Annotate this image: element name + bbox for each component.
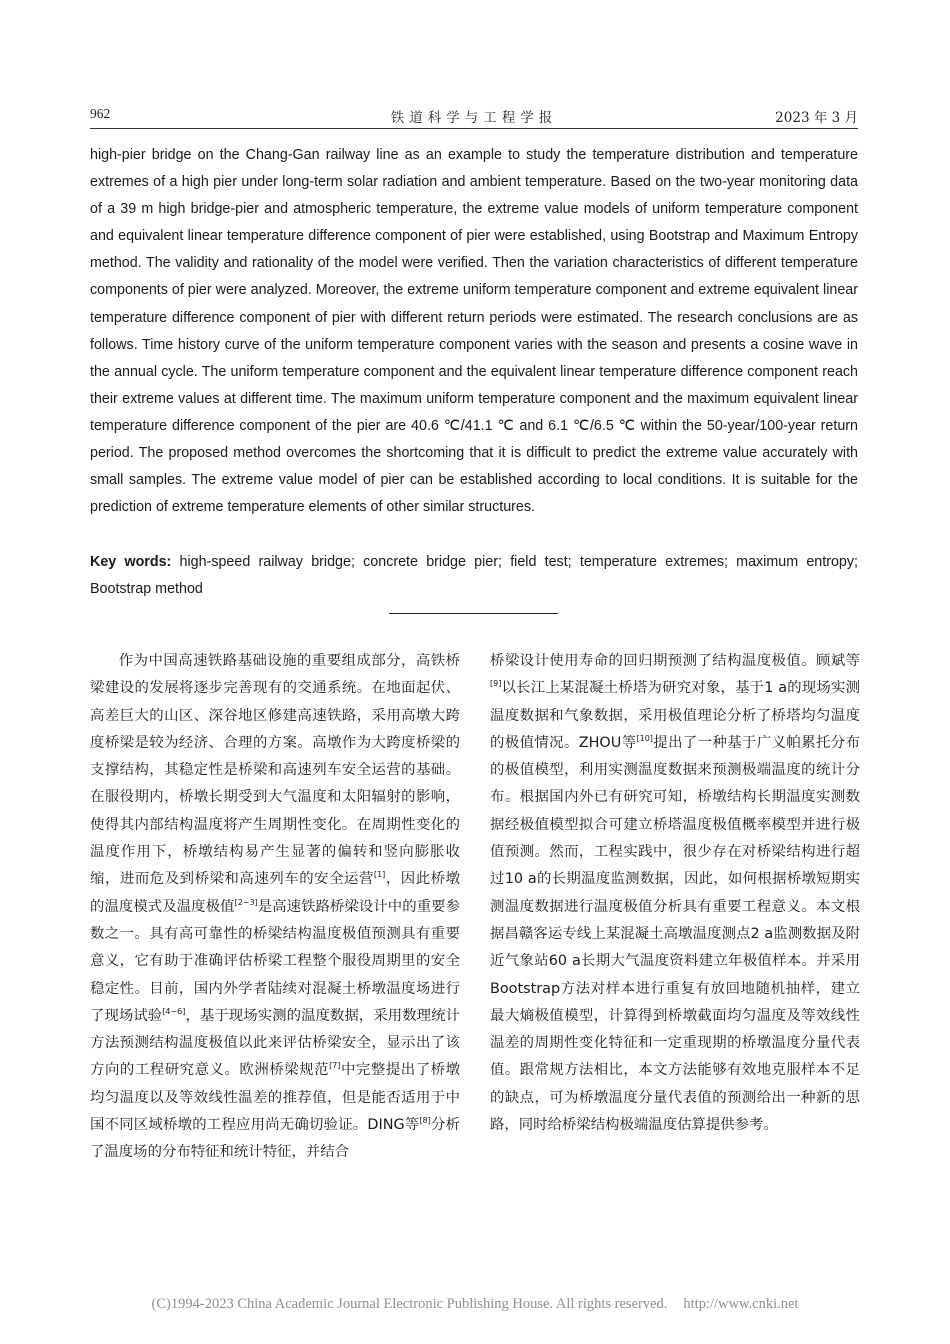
- citation: [9]: [490, 679, 502, 689]
- cnki-url: http://www.cnki.net: [683, 1296, 799, 1312]
- keywords-text: high-speed railway bridge; concrete bridge pier; field test; temperature extremes; maximum entropy; Bootstrap method: [90, 554, 858, 598]
- intro-paragraph-1: [90, 648, 460, 1167]
- text-run: ，因此桥墩的温度模式及温度极值: [90, 871, 460, 915]
- citation: [10]: [636, 733, 653, 743]
- cnki-watermark: [0, 1296, 950, 1313]
- abstract-text: high-pier bridge on the Chang-Gan railway line as an example to study the temperature distribution and temperature extremes of a high pier under long-term solar radiation and ambient temperature. Based on the two-year monitoring data of a 39 m high bridge-pier and atmospheric temperature, the extreme value models of uniform temperature component and equivalent linear temperature difference component of pier were established, using Bootstrap and Maximum Entropy method. The validity and rationality of the model were verified. Then the variation characteristics of different temperature components of pier were analyzed. Moreover, the extreme uniform temperature component and extreme equivalent linear temperature difference component of pier with different return periods were estimated. The research conclusions are as follows. Time history curve of the uniform temperature component varies with the season and presents a cosine wave in the annual cycle. The uniform temperature component and the equivalent linear temperature difference component reach their extreme values at different time. The maximum uniform temperature component and the maximum equivalent linear temperature difference component of the pier are 40.6 ℃/41.1 ℃ and 6.1 ℃/6.5 ℃ within the 50-year/100-year return period. The proposed method overcomes the shortcoming that it is difficult to predict the extreme value accurately with small samples. The extreme value model of pier can be established according to local conditions. It is suitable for the prediction of extreme temperature elements of other similar structures.: [90, 147, 858, 516]
- header-rule: [90, 128, 858, 129]
- body-column-right: [490, 648, 860, 1139]
- intro-paragraph-1-continued: [490, 648, 860, 1139]
- citation: [8]: [419, 1116, 431, 1126]
- text-run: 分析了温度场的分布特征和统计特征，并结合: [90, 1117, 460, 1161]
- keywords-label: Key words:: [90, 554, 172, 570]
- journal-title: 铁道科学与工程学报: [390, 110, 558, 126]
- citation: [2−3]: [234, 897, 258, 907]
- citation: [1]: [373, 870, 386, 880]
- running-header: [90, 106, 858, 128]
- citation: [4−6]: [162, 1006, 186, 1016]
- page-number: 962: [90, 106, 111, 121]
- text-run: 是高速铁路桥梁设计中的重要参数之一。具有高可靠性的桥梁结构温度极值预测具有重要意义，它有助于准确评估桥梁工程整个服役周期里的安全稳定性。目前，国内外学者陆续对混凝土桥墩温度场进行了现场试验: [90, 898, 460, 1024]
- text-run: 中完整提出了桥墩均匀温度以及等效线性温差的推荐值，但是能否适用于中国不同区域桥墩的工程应用尚无确切验证。DING等: [90, 1062, 460, 1134]
- text-run: 以长江上某混凝土桥塔为研究对象，基于1 a的现场实测温度数据和气象数据，采用极值理论分析了桥塔均匀温度的极值情况。ZHOU等: [490, 680, 860, 751]
- text-run: 桥梁设计使用寿命的回归期预测了结构温度极值。顾斌等: [490, 653, 860, 669]
- text-run: 作为中国高速铁路基础设施的重要组成部分，高铁桥梁建设的发展将逐步完善现有的交通系统。在地面起伏、高差巨大的山区、深谷地区修建高速铁路，采用高墩大跨度桥梁是较为经济、合理的方案。高墩作为大跨度桥梁的支撑结构，其稳定性是桥梁和高速列车安全运营的基础。在服役期内，桥墩长期受到大气温度和太阳辐射的影响，使得其内部结构温度将产生周期性变化。在周期性变化的温度作用下，桥墩结构易产生显著的偏转和竖向膨胀收缩，进而危及到桥梁和高速列车的安全运营: [90, 653, 460, 888]
- citation: [7]: [329, 1061, 341, 1071]
- section-divider: [389, 613, 558, 614]
- issue-date: 2023 年 3 月: [775, 110, 858, 126]
- text-run: 提出了一种基于广义帕累托分布的极值模型，利用实测温度数据来预测极端温度的统计分布。根据国内外已有研究可知，桥墩结构长期温度实测数据经极值模型拟合可建立桥塔温度极值概率模型并进行极值预测。然而，工程实践中，很少存在对桥梁结构进行超过10 a的长期温度监测数据，因此，如何根据桥墩短期实测温度数据进行温度极值分析具有重要工程意义。本文根据昌赣客运专线上某混凝土高墩温度测点2 a监测数据及附近气象站60 a长期大气温度资料建立年极值样本。并采用Bootstrap方法对样本进行重复有放回地随机抽样，建立最大熵极值模型，计算得到桥墩截面均匀温度及等效线性温差的周期性变化特征和一定重现期的桥墩温度分量代表值。跟常规方法相比，本文方法能够有效地克服样本不足的缺点，可为桥墩温度分量代表值的预测给出一种新的思路，同时给桥梁结构极端温度估算提供参考。: [490, 734, 860, 1134]
- english-abstract: [90, 142, 858, 521]
- copyright-notice: (C)1994-2023 China Academic Journal Electronic Publishing House. All rights reserved.: [151, 1296, 668, 1312]
- body-column-left: [90, 648, 460, 1167]
- text-run: ，基于现场实测的温度数据，采用数理统计方法预测结构温度极值以此来评估桥梁安全，显示出了该方向的工程研究意义。欧洲桥梁规范: [90, 1007, 460, 1079]
- keywords: [90, 549, 858, 603]
